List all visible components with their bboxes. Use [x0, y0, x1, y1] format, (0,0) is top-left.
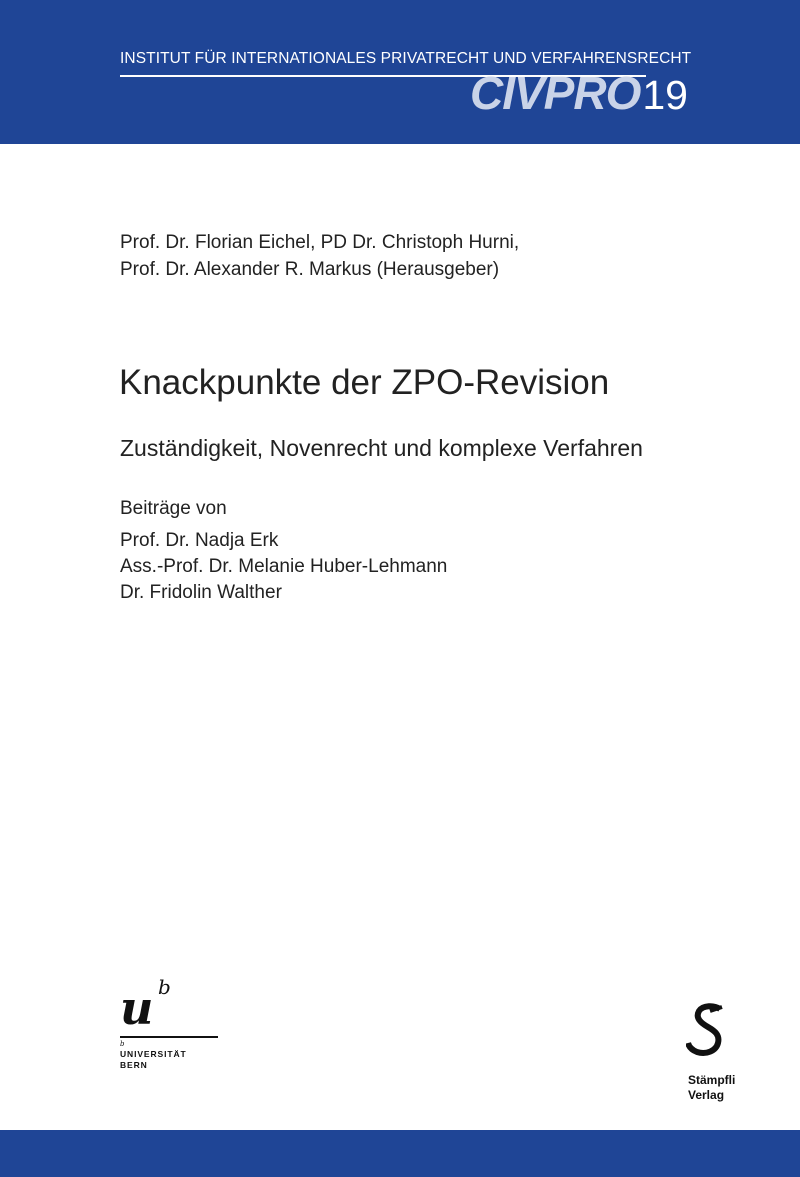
unibe-rule [120, 1036, 218, 1038]
unibe-mark: u b [120, 975, 171, 1035]
staempfli-s-icon [686, 1003, 730, 1061]
contributors-label: Beiträge von [120, 498, 227, 519]
editors-line: Prof. Dr. Florian Eichel, PD Dr. Christoph Hurni, [120, 232, 520, 253]
book-title: Knackpunkte der ZPO-Revision [119, 363, 610, 402]
series-number: 19 [642, 72, 688, 118]
contributor-name: Prof. Dr. Nadja Erk [120, 530, 279, 551]
unibe-wordmark: UNIVERSITÄT BERN [120, 1049, 187, 1070]
header-band [0, 0, 800, 144]
book-subtitle: Zuständigkeit, Novenrecht und komplexe Verfahren [120, 435, 643, 461]
editors [120, 229, 519, 283]
series-logo [470, 67, 688, 119]
footer-band [0, 1130, 800, 1177]
staempfli-verlag-logo [686, 1003, 746, 1103]
series-name: CIVPRO [470, 67, 641, 119]
editors-line: Prof. Dr. Alexander R. Markus (Herausgeber) [120, 259, 500, 280]
contributor-name: Dr. Fridolin Walther [120, 582, 282, 603]
university-bern-logo [120, 975, 220, 1075]
contributors [120, 496, 447, 606]
contributor-name: Ass.-Prof. Dr. Melanie Huber-Lehmann [120, 556, 448, 577]
institute-name: INSTITUT FÜR INTERNATIONALES PRIVATRECHT UND VERFAHRENSRECHT [120, 50, 692, 67]
staempfli-wordmark: Stämpfli Verlag [688, 1073, 736, 1102]
unibe-small-b: b [120, 1040, 125, 1048]
